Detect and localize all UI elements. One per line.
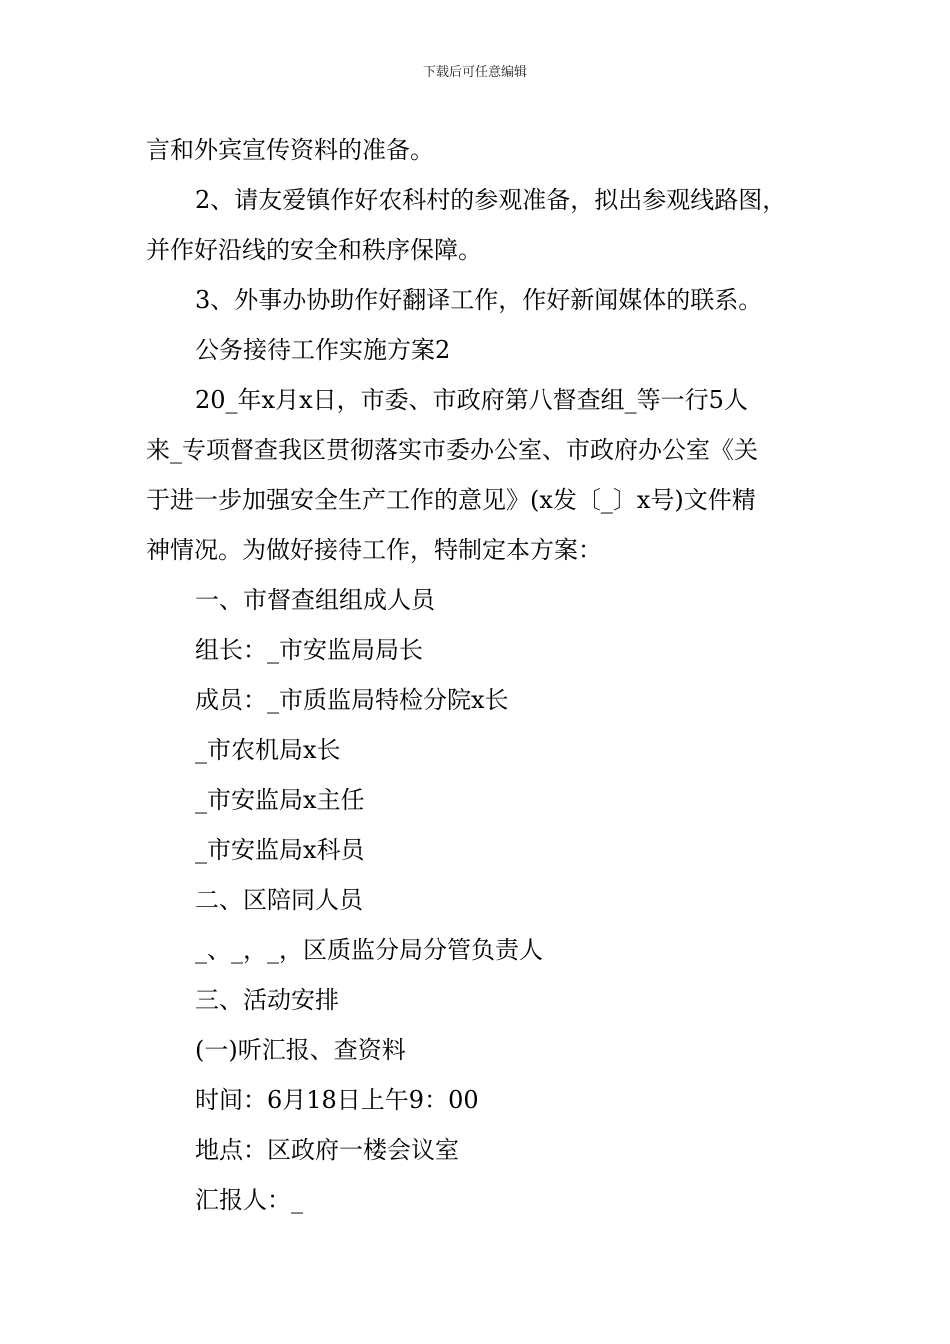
text-line: _市农机局x长 <box>195 736 341 764</box>
text-line: _市安监局x科员 <box>195 836 365 864</box>
text-line: 并作好沿线的安全和秩序保障。 <box>146 236 482 264</box>
document-body <box>146 125 836 1225</box>
text-line: 言和外宾宣传资料的准备。 <box>146 136 434 164</box>
text-line: 汇报人：_ <box>195 1186 303 1214</box>
section-heading: 一、市督查组组成人员 <box>195 586 435 614</box>
section-heading: 三、活动安排 <box>195 986 339 1014</box>
text-line: 来_专项督查我区贯彻落实市委办公室、市政府办公室《关 <box>146 436 758 464</box>
text-line: _市安监局x主任 <box>195 786 365 814</box>
text-line: 组长：_市安监局局长 <box>195 636 423 664</box>
text-line: 2、请友爱镇作好农科村的参观准备，拟出参观线路图， <box>195 186 787 214</box>
page-header-note: 下载后可任意编辑 <box>422 65 527 80</box>
text-line: _、_，_，区质监分局分管负责人 <box>195 936 543 964</box>
text-line: 时间：6月18日上午9：00 <box>195 1086 479 1114</box>
text-line: 20_年x月x日，市委、市政府第八督查组_等一行5人 <box>195 386 748 414</box>
subsection-heading: (一)听汇报、查资料 <box>195 1036 406 1064</box>
text-line: 于进一步加强安全生产工作的意见》(x发〔_〕x号)文件精 <box>146 486 756 514</box>
text-line: 成员：_市质监局特检分院x长 <box>195 686 509 714</box>
text-line: 3、外事办协助作好翻译工作，作好新闻媒体的联系。 <box>195 286 763 314</box>
section-heading: 二、区陪同人员 <box>195 886 363 914</box>
text-line: 地点：区政府一楼会议室 <box>195 1136 459 1164</box>
section-title: 公务接待工作实施方案2 <box>195 336 451 364</box>
text-line: 神情况。为做好接待工作，特制定本方案： <box>146 536 602 564</box>
